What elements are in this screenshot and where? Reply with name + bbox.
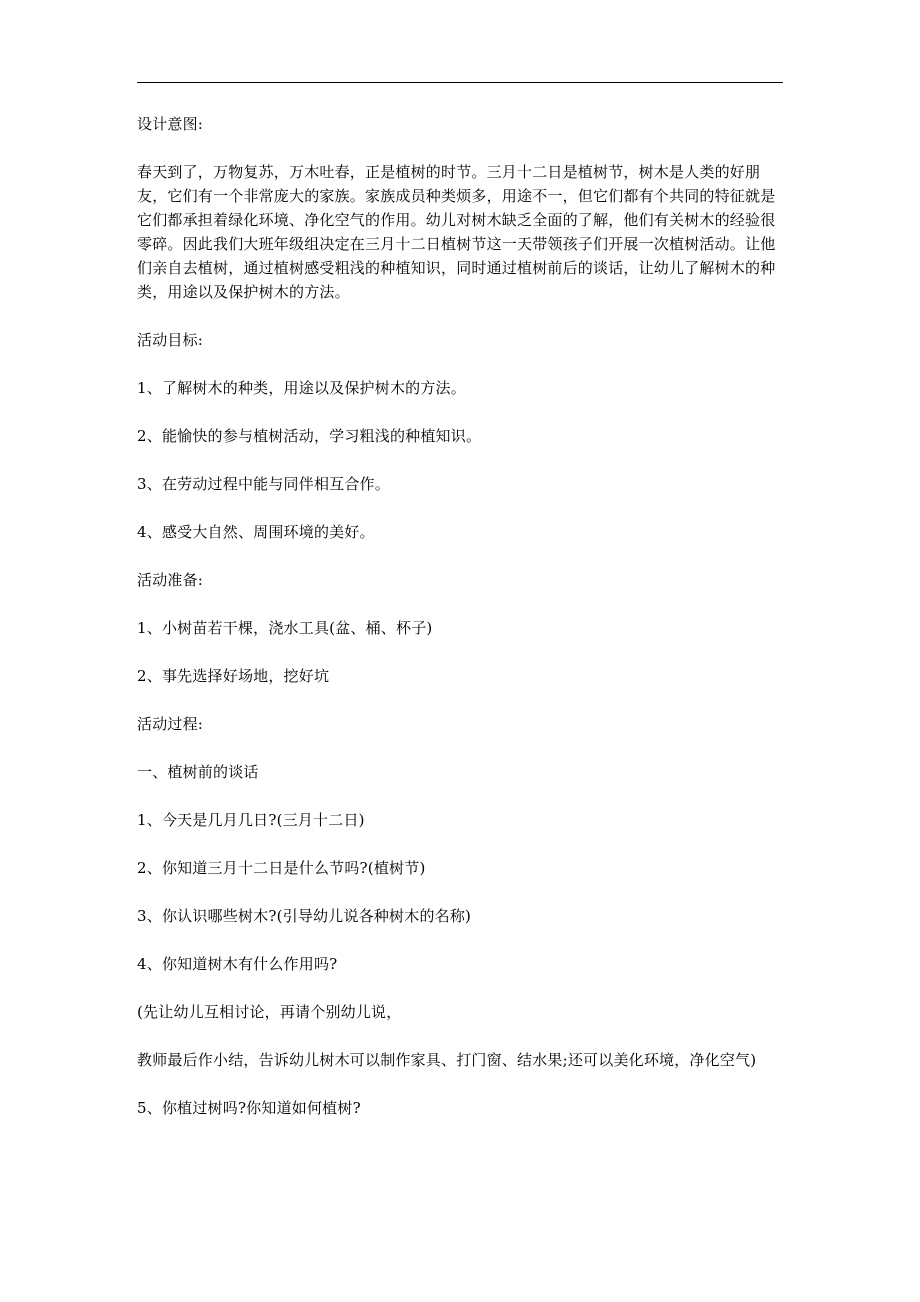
goals-heading: 活动目标: [137, 331, 204, 349]
process-item-3: 3、你认识哪些树木?(引导幼儿说各种树木的名称) [137, 907, 472, 925]
preparation-item-1: 1、小树苗若干棵，浇水工具(盆、桶、杯子) [137, 619, 433, 637]
design-intent-body: 春天到了，万物复苏，万木吐春，正是植树的时节。三月十二日是植树节，树木是人类的好朋友，它们有一个非常庞大的家族。家族成员种类烦多，用途不一，但它们都有个共同的特征就是它们都承担着绿化环境、净化空气的作用。幼儿对树木缺乏全面的了解，他们有关树木的经验很零碎。因此我们大班年级组决定在三月十二日植树节这一天带领孩子们开展一次植树活动。让他们亲自去植树，通过植树感受粗浅的种植知识，同时通过植树前后的谈话，让幼儿了解树木的种类，用途以及保护树木的方法。 [137, 163, 776, 301]
process-item-5: (先让幼儿互相讨论，再请个别幼儿说， [137, 1003, 402, 1021]
process-item-2: 2、你知道三月十二日是什么节吗?(植树节) [137, 859, 426, 877]
preparation-heading: 活动准备: [137, 571, 204, 589]
header-rule [137, 82, 783, 83]
goal-item-2: 2、能愉快的参与植树活动，学习粗浅的种植知识。 [137, 427, 482, 445]
goal-item-3: 3、在劳动过程中能与同伴相互合作。 [137, 475, 390, 493]
process-subheading: 一、植树前的谈话 [137, 763, 259, 781]
goal-item-1: 1、了解树木的种类，用途以及保护树木的方法。 [137, 379, 466, 397]
preparation-item-2: 2、事先选择好场地，挖好坑 [137, 667, 330, 685]
document-body [137, 112, 783, 1120]
process-heading: 活动过程: [137, 715, 204, 733]
goal-item-4: 4、感受大自然、周围环境的美好。 [137, 523, 375, 541]
design-intent-heading: 设计意图: [137, 115, 204, 133]
process-item-4: 4、你知道树木有什么作用吗? [137, 955, 338, 973]
process-item-7: 5、你植过树吗?你知道如何植树? [137, 1099, 361, 1117]
process-item-6: 教师最后作小结，告诉幼儿树木可以制作家具、打门窗、结水果;还可以美化环境，净化空气) [137, 1051, 757, 1069]
process-item-1: 1、今天是几月几日?(三月十二日) [137, 811, 365, 829]
